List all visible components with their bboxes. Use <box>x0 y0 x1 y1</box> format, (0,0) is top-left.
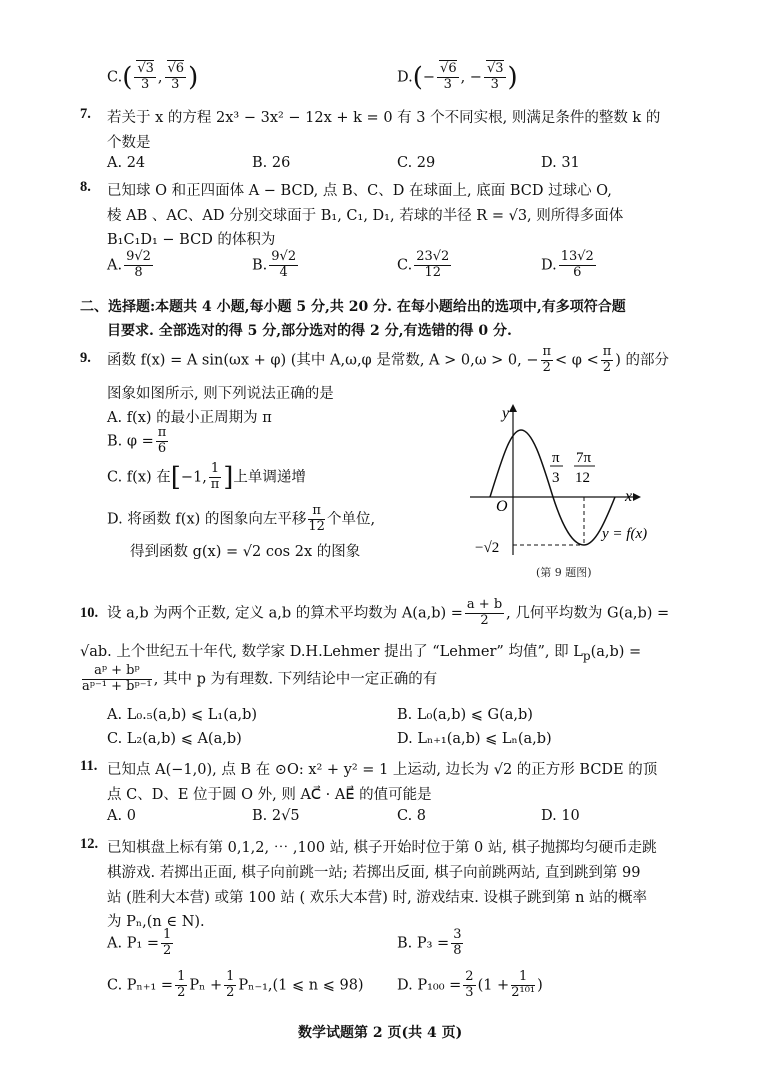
q8-option-b: B. $\frac{9√2}{4}$ <box>252 249 297 280</box>
q10-option-a: A. L₀.₅(a,b) ⩽ L₁(a,b) <box>107 707 258 723</box>
q7-option-c: C. 29 <box>397 155 436 171</box>
q7-option-d: D. 31 <box>541 155 580 171</box>
q7-stem-line1: 若关于 x 的方程 2x³ − 3x² − 12x + k = 0 有 3 个不同实根, 则满足条件的整数 k 的 <box>107 110 661 126</box>
q8-line1: 已知球 O 和正四面体 A − BCD, 点 B、C、D 在球面上, 底面 BCD 过球心 O, <box>107 183 612 199</box>
section2-heading-line1: 二、选择题:本题共 4 小题,每小题 5 分,共 20 分. 在每小题给出的选项中,有多项符合题 <box>80 299 626 315</box>
page-footer: 数学试题第 2 页(共 4 页) <box>298 1025 463 1041</box>
q9-option-b: B. φ = $\frac{\pi}{6}$ <box>107 425 167 456</box>
q12-option-b: B. P₃ = $\frac{3}{8}$ <box>397 927 462 958</box>
q9-line2: 图象如图所示, 则下列说法正确的是 <box>107 386 334 402</box>
q11-line1: 已知点 A(−1,0), 点 B 在 ⊙O: x² + y² = 1 上运动, 边长为 √2 的正方形 BCDE 的顶 <box>107 762 658 778</box>
sine-curve <box>490 430 615 545</box>
q10-option-d: D. Lₙ₊₁(a,b) ⩽ Lₙ(a,b) <box>397 731 552 747</box>
q7-option-b: B. 26 <box>252 155 291 171</box>
q12-number: 12. <box>80 836 99 852</box>
q11-option-d: D. 10 <box>541 808 580 824</box>
q12-line1: 已知棋盘上标有第 0,1,2, ⋯ ,100 站, 棋子开始时位于第 0 站, 棋子抛掷均匀硬币走跳 <box>107 840 657 856</box>
q11-option-b: B. 2√5 <box>252 808 300 824</box>
section2-heading-line2: 目要求. 全部选对的得 5 分,部分选对的得 2 分,有选错的得 0 分. <box>107 323 512 339</box>
q8-option-c: C. $\frac{23√2}{12}$ <box>397 249 450 280</box>
q8-option-a: A. $\frac{9√2}{8}$ <box>107 249 151 280</box>
q11-line2: 点 C、D、E 位于圆 O 外, 则 AC⃗ · AE⃗ 的值可能是 <box>107 787 432 803</box>
y-label: y <box>502 405 510 422</box>
q9-line1: 函数 f(x) = A sin(ωx + φ) (其中 A,ω,φ 是常数, A > 0,ω > 0, − $\frac{\pi}{2}$ < φ < $\frac{\pi}{2}$ ) 的部分 <box>107 344 670 375</box>
x-label: x <box>625 488 633 505</box>
q6-option-c: C.( $\frac{√3}{3}$ , $\frac{√6}{3}$ ) <box>107 61 199 93</box>
min-label: −√2 <box>475 540 500 556</box>
curve-label: y = f(x) <box>602 526 648 542</box>
q12-option-a: A. P₁ = $\frac{1}{2}$ <box>107 927 172 958</box>
tick1-den: 3 <box>552 470 560 486</box>
q6-option-d: D.(− $\frac{√6}{3}$ , − $\frac{√3}{3}$ ) <box>397 61 518 93</box>
q9-graph <box>465 400 665 560</box>
q10-line1: 设 a,b 为两个正数, 定义 a,b 的算术平均数为 A(a,b) = $\frac{a + b}{2}$ , 几何平均数为 G(a,b) = <box>107 597 670 628</box>
q11-option-a: A. 0 <box>107 808 136 824</box>
q7-number: 7. <box>80 106 91 122</box>
q12-line3: 站 (胜利大本营) 或第 100 站 ( 欢乐大本营) 时, 游戏结束. 设棋子跳到第 n 站的概率 <box>107 890 648 906</box>
origin-label: O <box>496 498 508 515</box>
q12-line2: 棋游戏. 若掷出正面, 棋子向前跳一站; 若掷出反面, 棋子向前跳两站, 直到跳到第 99 <box>107 865 641 881</box>
q12-line4: 为 Pₙ,(n ∈ N). <box>107 914 205 930</box>
tick2-num: 7π <box>576 450 592 466</box>
q9-graph-caption: (第 9 题图) <box>536 566 592 579</box>
q10-line3: $\frac{\text{aᵖ + bᵖ}}{\text{aᵖ⁻¹ + bᵖ⁻¹}}$ , 其中 p 为有理数. 下列结论中一定正确的有 <box>82 663 438 694</box>
q9-option-a: A. f(x) 的最小正周期为 π <box>107 410 272 426</box>
q10-option-c: C. L₂(a,b) ⩽ A(a,b) <box>107 731 242 747</box>
q10-number: 10. <box>80 605 99 621</box>
q12-option-d: D. P₁₀₀ = $\frac{2}{3}$ (1 + $\frac{1}{\text{2¹⁰¹}}$ ) <box>397 969 543 1000</box>
y-axis-arrow <box>509 404 517 412</box>
q7-stem-line2: 个数是 <box>107 135 151 151</box>
tick2-den: 12 <box>575 470 590 486</box>
q9-number: 9. <box>80 350 91 366</box>
q11-number: 11. <box>80 758 98 774</box>
q11-option-c: C. 8 <box>397 808 427 824</box>
q7-option-a: A. 24 <box>107 155 146 171</box>
q10-option-b: B. L₀(a,b) ⩽ G(a,b) <box>397 707 533 723</box>
q10-line2: √ab. 上个世纪五十年代, 数学家 D.H.Lehmer 提出了 “Lehmer” 均值”, 即 $L_p(a,b)$ = <box>80 644 642 663</box>
x-axis-arrow <box>633 493 641 501</box>
q8-number: 8. <box>80 179 91 195</box>
q9-option-d: D. 将函数 f(x) 的图象向左平移 $\frac{\pi}{12}$ 个单位, <box>107 503 376 534</box>
q8-line2: 棱 AB 、AC、AD 分别交球面于 B₁, C₁, D₁, 若球的半径 R = √3, 则所得多面体 <box>107 208 624 224</box>
q8-line3: B₁C₁D₁ − BCD 的体积为 <box>107 232 276 248</box>
tick1-num: π <box>552 450 560 466</box>
q9-option-c: C. f(x) 在[−1, $\frac{1}{\pi}$ ]上单调递增 <box>107 461 306 493</box>
q9-option-d-line2: 得到函数 g(x) = √2 cos 2x 的图象 <box>130 544 361 560</box>
q12-option-c: C. Pₙ₊₁ = $\frac{1}{2}$ Pₙ + $\frac{1}{2}$ Pₙ₋₁,(1 ⩽ n ⩽ 98) <box>107 969 364 1000</box>
q8-option-d: D. $\frac{13√2}{6}$ <box>541 249 594 280</box>
